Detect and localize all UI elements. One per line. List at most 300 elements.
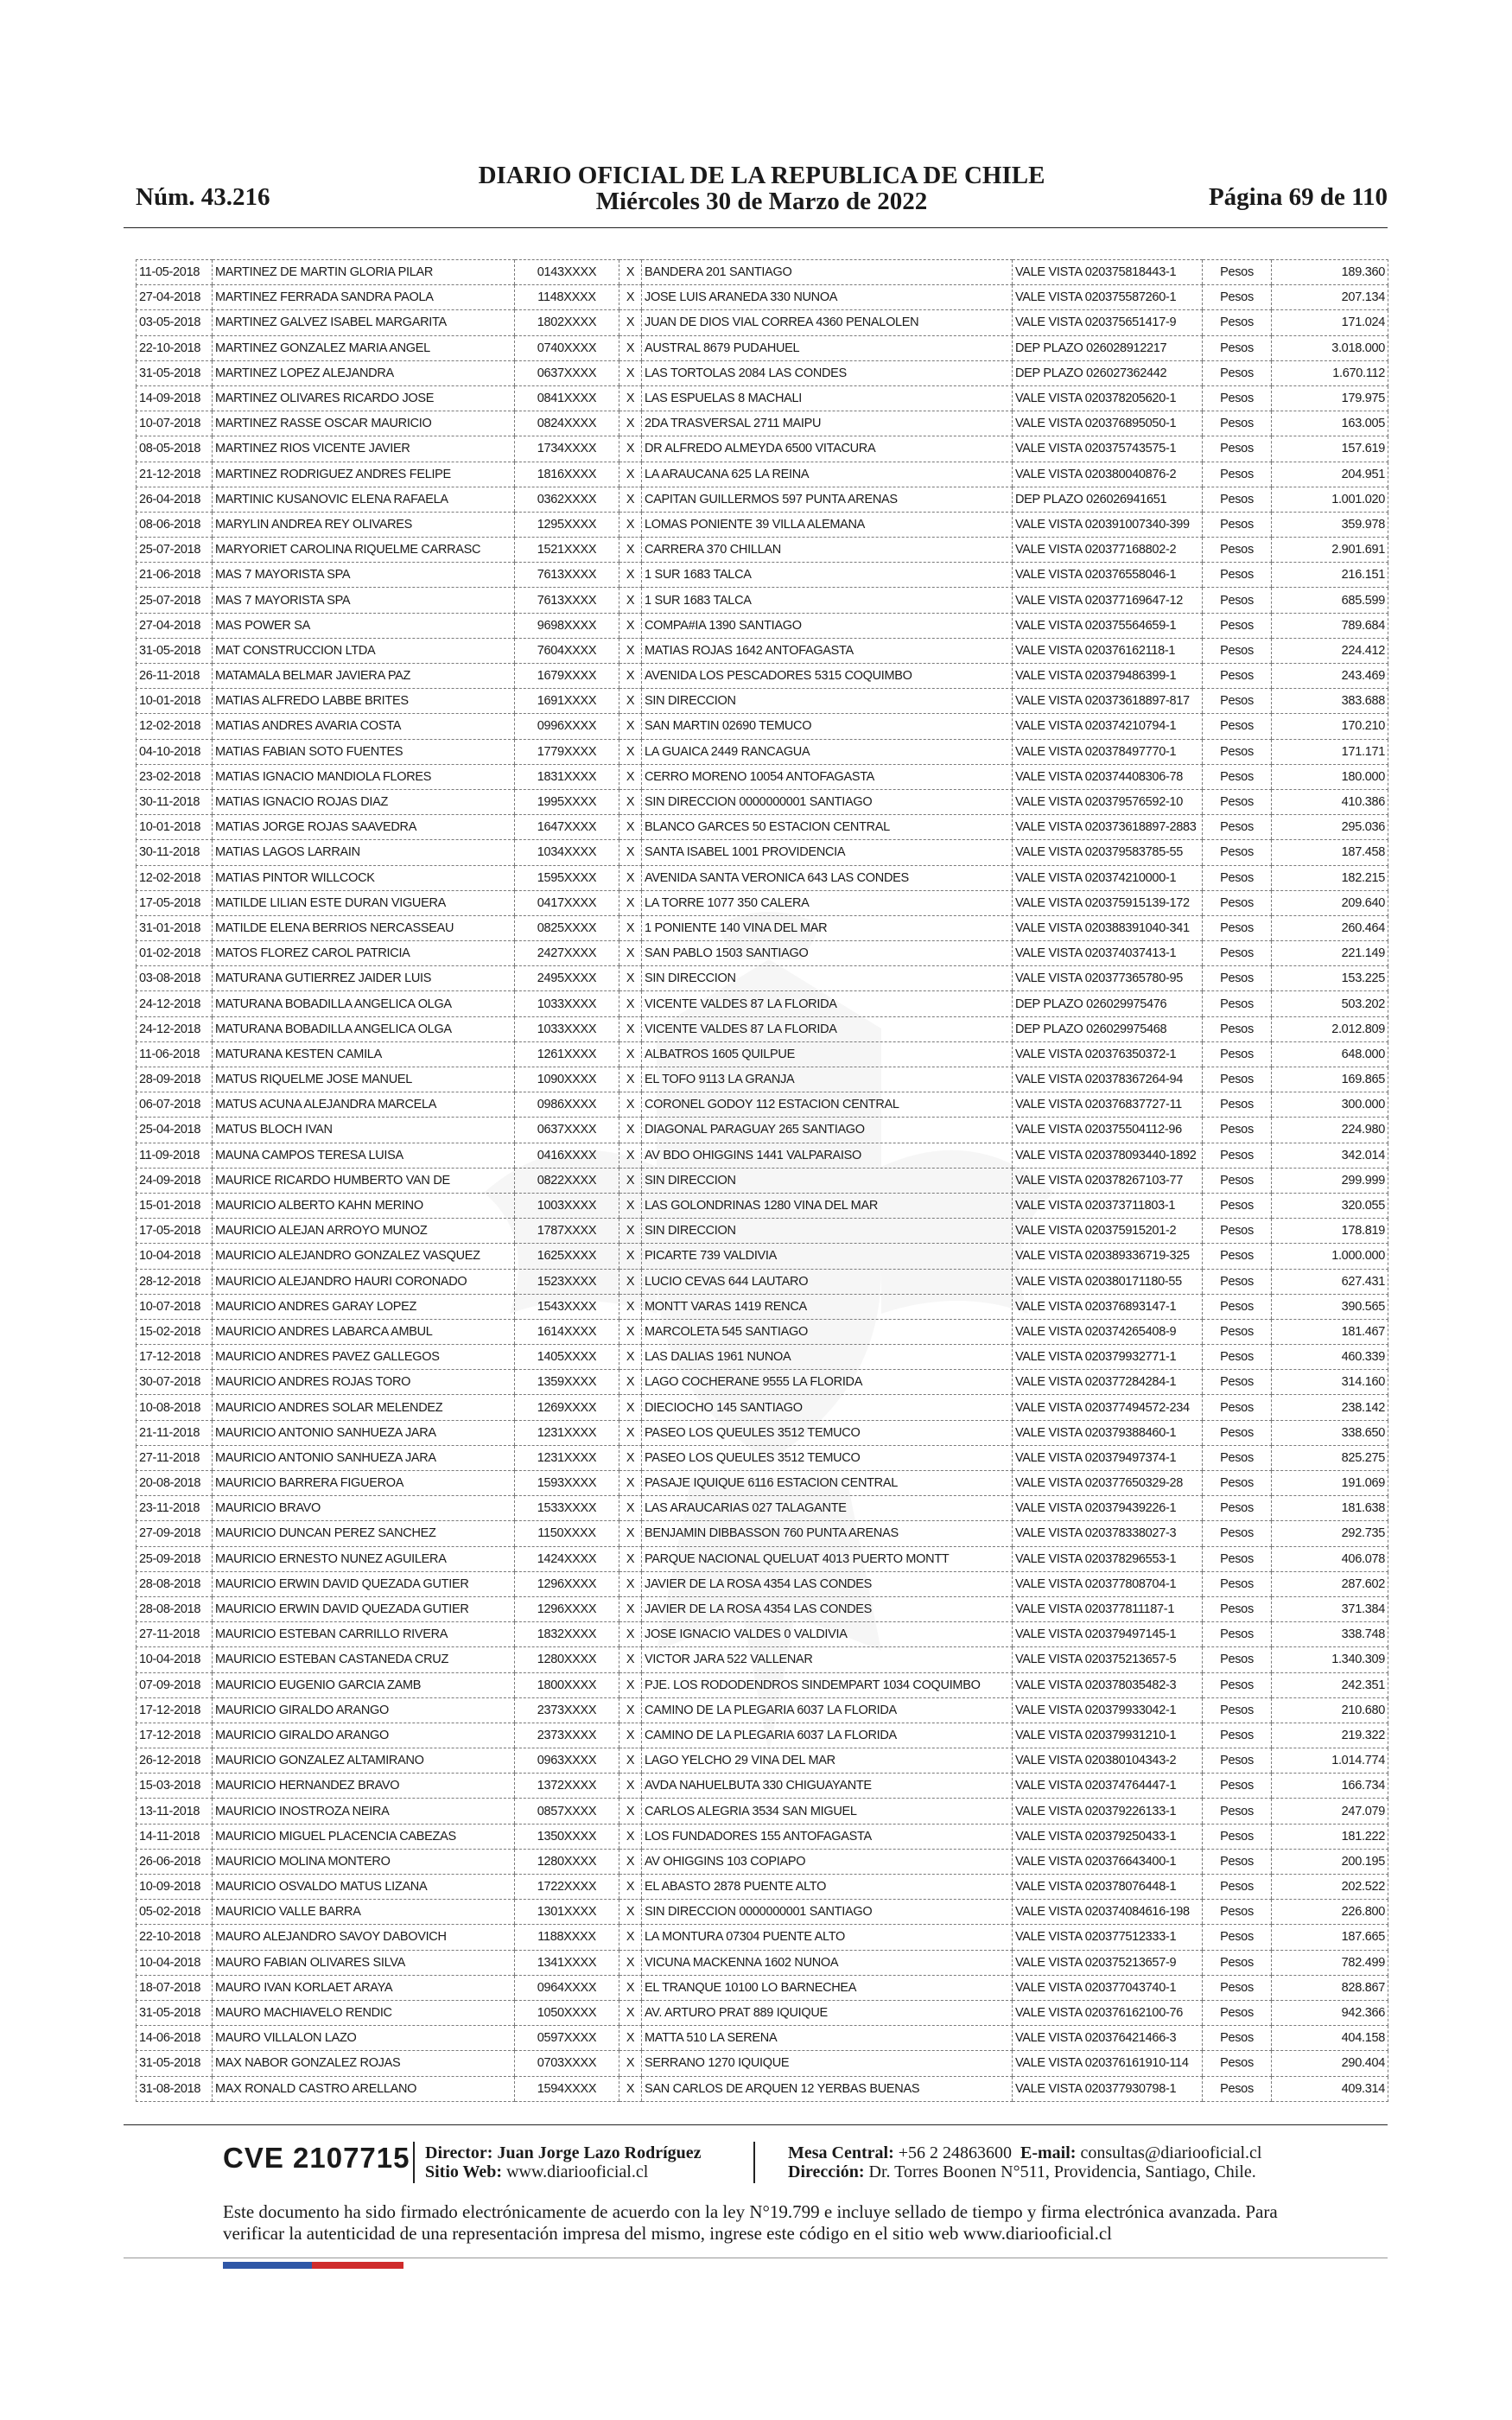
row-date: 10-04-2018 <box>137 1950 213 1975</box>
table-row <box>137 411 1388 436</box>
row-rut: 1779XXXX <box>515 739 619 764</box>
row-address: DR ALFREDO ALMEYDA 6500 VITACURA <box>642 436 1013 462</box>
row-address: DIAGONAL PARAGUAY 265 SANTIAGO <box>642 1118 1013 1143</box>
row-address: COMPA#IA 1390 SANTIAGO <box>642 613 1013 638</box>
row-currency: Pesos <box>1203 764 1272 789</box>
row-rut: 1280XXXX <box>515 1849 619 1874</box>
row-amount: 219.322 <box>1272 1723 1388 1748</box>
row-date: 23-02-2018 <box>137 764 213 789</box>
row-document: VALE VISTA 020379388460-1 <box>1013 1420 1203 1445</box>
row-date: 18-07-2018 <box>137 1975 213 2000</box>
row-document: VALE VISTA 020377808704-1 <box>1013 1571 1203 1596</box>
row-date: 03-05-2018 <box>137 310 213 335</box>
row-document: VALE VISTA 020375504112-96 <box>1013 1118 1203 1143</box>
row-name: MAURO FABIAN OLIVARES SILVA <box>213 1950 515 1975</box>
row-date: 28-08-2018 <box>137 1596 213 1621</box>
row-date: 25-09-2018 <box>137 1546 213 1571</box>
row-document: VALE VISTA 020377284284-1 <box>1013 1370 1203 1395</box>
row-document: VALE VISTA 020376162100-76 <box>1013 2000 1203 2025</box>
row-rut: 7604XXXX <box>515 638 619 663</box>
row-name: MATIAS JORGE ROJAS SAAVEDRA <box>213 815 515 840</box>
row-name: MAURICIO GIRALDO ARANGO <box>213 1697 515 1723</box>
row-mark: X <box>619 815 642 840</box>
table-row <box>137 1723 1388 1748</box>
row-date: 05-02-2018 <box>137 1900 213 1925</box>
row-address: PICARTE 739 VALDIVIA <box>642 1244 1013 1269</box>
row-document: VALE VISTA 020377650329-28 <box>1013 1471 1203 1496</box>
row-currency: Pesos <box>1203 991 1272 1016</box>
row-date: 21-12-2018 <box>137 462 213 487</box>
row-date: 27-11-2018 <box>137 1622 213 1647</box>
row-amount: 2.012.809 <box>1272 1016 1388 1041</box>
row-rut: 0825XXXX <box>515 915 619 940</box>
row-mark: X <box>619 1496 642 1521</box>
row-mark: X <box>619 941 642 966</box>
row-amount: 404.158 <box>1272 2026 1388 2051</box>
row-rut: 1350XXXX <box>515 1824 619 1849</box>
row-document: VALE VISTA 020378296553-1 <box>1013 1546 1203 1571</box>
row-mark: X <box>619 260 642 285</box>
row-date: 10-08-2018 <box>137 1395 213 1420</box>
row-mark: X <box>619 1925 642 1950</box>
row-name: MAX RONALD CASTRO ARELLANO <box>213 2076 515 2101</box>
row-amount: 1.340.309 <box>1272 1647 1388 1672</box>
table-row <box>137 385 1388 411</box>
row-currency: Pesos <box>1203 1370 1272 1395</box>
row-amount: 314.160 <box>1272 1370 1388 1395</box>
row-currency: Pesos <box>1203 1269 1272 1294</box>
row-rut: 2427XXXX <box>515 941 619 966</box>
row-currency: Pesos <box>1203 1420 1272 1445</box>
row-rut: 0841XXXX <box>515 385 619 411</box>
row-address: 1 SUR 1683 TALCA <box>642 588 1013 613</box>
row-name: MAURICIO ALBERTO KAHN MERINO <box>213 1193 515 1218</box>
row-date: 31-01-2018 <box>137 915 213 940</box>
row-document: VALE VISTA 020375564659-1 <box>1013 613 1203 638</box>
row-name: MATIAS IGNACIO MANDIOLA FLORES <box>213 764 515 789</box>
row-currency: Pesos <box>1203 588 1272 613</box>
director-label: Director: <box>425 2143 493 2162</box>
row-document: VALE VISTA 020374210794-1 <box>1013 714 1203 739</box>
row-amount: 292.735 <box>1272 1521 1388 1546</box>
row-date: 28-12-2018 <box>137 1269 213 1294</box>
row-currency: Pesos <box>1203 1471 1272 1496</box>
row-date: 08-06-2018 <box>137 512 213 537</box>
row-document: DEP PLAZO 026026941651 <box>1013 487 1203 512</box>
contact-block <box>788 2143 1261 2181</box>
row-currency: Pesos <box>1203 1748 1272 1774</box>
row-address: CORONEL GODOY 112 ESTACION CENTRAL <box>642 1092 1013 1118</box>
row-name: MATILDE LILIAN ESTE DURAN VIGUERA <box>213 890 515 915</box>
row-rut: 1188XXXX <box>515 1925 619 1950</box>
row-mark: X <box>619 613 642 638</box>
row-name: MATIAS FABIAN SOTO FUENTES <box>213 739 515 764</box>
row-name: MAURICIO DUNCAN PEREZ SANCHEZ <box>213 1521 515 1546</box>
phone-number: +56 2 24863600 <box>898 2143 1013 2162</box>
row-mark: X <box>619 1799 642 1824</box>
row-mark: X <box>619 915 642 940</box>
row-document: VALE VISTA 020377169647-12 <box>1013 588 1203 613</box>
row-amount: 221.149 <box>1272 941 1388 966</box>
row-mark: X <box>619 1546 642 1571</box>
row-document: VALE VISTA 020380104343-2 <box>1013 1748 1203 1774</box>
row-currency: Pesos <box>1203 1799 1272 1824</box>
row-rut: 0637XXXX <box>515 1118 619 1143</box>
row-date: 14-09-2018 <box>137 385 213 411</box>
table-row <box>137 436 1388 462</box>
table-row <box>137 2051 1388 2076</box>
row-currency: Pesos <box>1203 1294 1272 1319</box>
table-row <box>137 487 1388 512</box>
row-address: LAGO COCHERANE 9555 LA FLORIDA <box>642 1370 1013 1395</box>
row-document: VALE VISTA 020374764447-1 <box>1013 1774 1203 1799</box>
table-row <box>137 538 1388 563</box>
row-currency: Pesos <box>1203 1041 1272 1067</box>
row-document: VALE VISTA 020379497374-1 <box>1013 1445 1203 1470</box>
row-name: MARTINEZ LOPEZ ALEJANDRA <box>213 360 515 385</box>
row-rut: 0740XXXX <box>515 335 619 360</box>
row-date: 28-09-2018 <box>137 1067 213 1092</box>
row-document: VALE VISTA 020377168802-2 <box>1013 538 1203 563</box>
row-amount: 243.469 <box>1272 664 1388 689</box>
table-row <box>137 1269 1388 1294</box>
row-amount: 189.360 <box>1272 260 1388 285</box>
row-address: SERRANO 1270 IQUIQUE <box>642 2051 1013 2076</box>
row-date: 25-04-2018 <box>137 1118 213 1143</box>
row-document: VALE VISTA 020375818443-1 <box>1013 260 1203 285</box>
row-address: SIN DIRECCION <box>642 1168 1013 1193</box>
footer-divider <box>124 2124 1388 2125</box>
row-address: EL TOFO 9113 LA GRANJA <box>642 1067 1013 1092</box>
row-address: JAVIER DE LA ROSA 4354 LAS CONDES <box>642 1571 1013 1596</box>
row-mark: X <box>619 411 642 436</box>
row-amount: 406.078 <box>1272 1546 1388 1571</box>
table-row <box>137 689 1388 714</box>
footer-separator <box>753 2142 755 2183</box>
row-amount: 202.522 <box>1272 1875 1388 1900</box>
row-rut: 1424XXXX <box>515 1546 619 1571</box>
row-document: VALE VISTA 020379583785-55 <box>1013 840 1203 865</box>
table-row <box>137 335 1388 360</box>
row-date: 11-09-2018 <box>137 1143 213 1168</box>
row-name: MARTINIC KUSANOVIC ELENA RAFAELA <box>213 487 515 512</box>
row-date: 14-06-2018 <box>137 2026 213 2051</box>
row-mark: X <box>619 1143 642 1168</box>
row-currency: Pesos <box>1203 1496 1272 1521</box>
row-document: VALE VISTA 020379250433-1 <box>1013 1824 1203 1849</box>
row-mark: X <box>619 1521 642 1546</box>
table-row <box>137 1471 1388 1496</box>
row-name: MAUNA CAMPOS TERESA LUISA <box>213 1143 515 1168</box>
row-document: DEP PLAZO 026029975476 <box>1013 991 1203 1016</box>
email-label: E-mail: <box>1020 2143 1077 2162</box>
row-document: DEP PLAZO 026028912217 <box>1013 335 1203 360</box>
row-address: PASAJE IQUIQUE 6116 ESTACION CENTRAL <box>642 1471 1013 1496</box>
row-rut: 1280XXXX <box>515 1647 619 1672</box>
table-row <box>137 462 1388 487</box>
row-name: MATIAS PINTOR WILLCOCK <box>213 865 515 890</box>
row-date: 31-05-2018 <box>137 2051 213 2076</box>
row-rut: 1033XXXX <box>515 991 619 1016</box>
row-name: MAURICIO ERWIN DAVID QUEZADA GUTIER <box>213 1571 515 1596</box>
row-name: MATURANA BOBADILLA ANGELICA OLGA <box>213 991 515 1016</box>
table-row <box>137 360 1388 385</box>
row-date: 04-10-2018 <box>137 739 213 764</box>
row-currency: Pesos <box>1203 714 1272 739</box>
row-name: MAURICIO ALEJANDRO HAURI CORONADO <box>213 1269 515 1294</box>
row-currency: Pesos <box>1203 1244 1272 1269</box>
row-rut: 9698XXXX <box>515 613 619 638</box>
row-date: 24-09-2018 <box>137 1168 213 1193</box>
row-amount: 359.978 <box>1272 512 1388 537</box>
row-mark: X <box>619 1647 642 1672</box>
row-amount: 627.431 <box>1272 1269 1388 1294</box>
row-currency: Pesos <box>1203 1345 1272 1370</box>
row-currency: Pesos <box>1203 689 1272 714</box>
row-date: 23-11-2018 <box>137 1496 213 1521</box>
row-rut: 0822XXXX <box>515 1168 619 1193</box>
row-date: 26-11-2018 <box>137 664 213 689</box>
row-rut: 1832XXXX <box>515 1622 619 1647</box>
row-amount: 383.688 <box>1272 689 1388 714</box>
row-currency: Pesos <box>1203 1168 1272 1193</box>
row-rut: 0857XXXX <box>515 1799 619 1824</box>
row-amount: 1.000.000 <box>1272 1244 1388 1269</box>
footer-separator <box>413 2142 415 2183</box>
row-date: 22-10-2018 <box>137 335 213 360</box>
header-divider <box>124 227 1388 228</box>
row-rut: 1722XXXX <box>515 1875 619 1900</box>
row-mark: X <box>619 1168 642 1193</box>
row-mark: X <box>619 1219 642 1244</box>
row-document: VALE VISTA 020379931210-1 <box>1013 1723 1203 1748</box>
row-mark: X <box>619 487 642 512</box>
row-name: MAS POWER SA <box>213 613 515 638</box>
row-date: 10-01-2018 <box>137 815 213 840</box>
table-row <box>137 941 1388 966</box>
table-row <box>137 310 1388 335</box>
row-currency: Pesos <box>1203 1925 1272 1950</box>
row-address: PASEO LOS QUEULES 3512 TEMUCO <box>642 1445 1013 1470</box>
row-date: 30-11-2018 <box>137 789 213 814</box>
address-label: Dirección: <box>788 2162 865 2181</box>
row-name: MAURICIO ANDRES GARAY LOPEZ <box>213 1294 515 1319</box>
row-amount: 390.565 <box>1272 1294 1388 1319</box>
row-currency: Pesos <box>1203 436 1272 462</box>
row-mark: X <box>619 714 642 739</box>
director-block <box>425 2143 702 2181</box>
row-amount: 157.619 <box>1272 436 1388 462</box>
row-mark: X <box>619 1900 642 1925</box>
row-mark: X <box>619 840 642 865</box>
row-name: MATURANA BOBADILLA ANGELICA OLGA <box>213 1016 515 1041</box>
row-mark: X <box>619 1294 642 1319</box>
table-row <box>137 789 1388 814</box>
row-document: VALE VISTA 020378093440-1892 <box>1013 1143 1203 1168</box>
row-currency: Pesos <box>1203 638 1272 663</box>
row-currency: Pesos <box>1203 1900 1272 1925</box>
row-address: JAVIER DE LA ROSA 4354 LAS CONDES <box>642 1596 1013 1621</box>
publication-title: DIARIO OFICIAL DE LA REPUBLICA DE CHILE <box>478 162 1045 189</box>
row-rut: 1595XXXX <box>515 865 619 890</box>
row-name: MARTINEZ OLIVARES RICARDO JOSE <box>213 385 515 411</box>
issue-number: Núm. 43.216 <box>136 183 270 211</box>
table-row <box>137 764 1388 789</box>
row-mark: X <box>619 1445 642 1470</box>
row-document: VALE VISTA 020378338027-3 <box>1013 1521 1203 1546</box>
row-document: VALE VISTA 020374037413-1 <box>1013 941 1203 966</box>
row-document: VALE VISTA 020375743575-1 <box>1013 436 1203 462</box>
website-link[interactable]: www.diariooficial.cl <box>506 2162 649 2181</box>
row-mark: X <box>619 1092 642 1118</box>
row-mark: X <box>619 2026 642 2051</box>
row-rut: 1033XXXX <box>515 1016 619 1041</box>
row-name: MAURICIO ANTONIO SANHUEZA JARA <box>213 1420 515 1445</box>
row-address: VICENTE VALDES 87 LA FLORIDA <box>642 991 1013 1016</box>
row-mark: X <box>619 1118 642 1143</box>
row-address: LA GUAICA 2449 RANCAGUA <box>642 739 1013 764</box>
masthead <box>136 162 1388 214</box>
row-amount: 171.171 <box>1272 739 1388 764</box>
row-name: MAURICIO ANDRES PAVEZ GALLEGOS <box>213 1345 515 1370</box>
row-rut: 1679XXXX <box>515 664 619 689</box>
row-address: CAMINO DE LA PLEGARIA 6037 LA FLORIDA <box>642 1723 1013 1748</box>
row-date: 24-12-2018 <box>137 991 213 1016</box>
row-amount: 182.215 <box>1272 865 1388 890</box>
row-document: VALE VISTA 020378497770-1 <box>1013 739 1203 764</box>
table-row <box>137 588 1388 613</box>
row-mark: X <box>619 638 642 663</box>
row-name: MARTINEZ RASSE OSCAR MAURICIO <box>213 411 515 436</box>
row-date: 31-05-2018 <box>137 360 213 385</box>
row-currency: Pesos <box>1203 2051 1272 2076</box>
row-mark: X <box>619 1471 642 1496</box>
row-currency: Pesos <box>1203 1647 1272 1672</box>
row-date: 24-12-2018 <box>137 1016 213 1041</box>
row-name: MAURICIO ALEJANDRO GONZALEZ VASQUEZ <box>213 1244 515 1269</box>
table-row <box>137 1168 1388 1193</box>
address-text: Dr. Torres Boonen N°511, Providencia, Santiago, Chile. <box>868 2162 1256 2181</box>
row-address: LAS ESPUELAS 8 MACHALI <box>642 385 1013 411</box>
table-row <box>137 1521 1388 1546</box>
row-name: MAURICE RICARDO HUMBERTO VAN DE <box>213 1168 515 1193</box>
row-amount: 685.599 <box>1272 588 1388 613</box>
row-amount: 342.014 <box>1272 1143 1388 1168</box>
row-address: CARLOS ALEGRIA 3534 SAN MIGUEL <box>642 1799 1013 1824</box>
row-address: MARCOLETA 545 SANTIAGO <box>642 1319 1013 1344</box>
row-document: VALE VISTA 020378205620-1 <box>1013 385 1203 411</box>
row-address: VICTOR JARA 522 VALLENAR <box>642 1647 1013 1672</box>
table-row <box>137 890 1388 915</box>
row-document: VALE VISTA 020376350372-1 <box>1013 1041 1203 1067</box>
row-rut: 2373XXXX <box>515 1723 619 1748</box>
row-name: MAURICIO MIGUEL PLACENCIA CABEZAS <box>213 1824 515 1849</box>
row-amount: 200.195 <box>1272 1849 1388 1874</box>
row-mark: X <box>619 1269 642 1294</box>
row-currency: Pesos <box>1203 739 1272 764</box>
row-name: MAURICIO ERNESTO NUNEZ AGUILERA <box>213 1546 515 1571</box>
row-date: 21-06-2018 <box>137 563 213 588</box>
row-rut: 1995XXXX <box>515 789 619 814</box>
row-rut: 1405XXXX <box>515 1345 619 1370</box>
row-amount: 170.210 <box>1272 714 1388 739</box>
row-address: BENJAMIN DIBBASSON 760 PUNTA ARENAS <box>642 1521 1013 1546</box>
row-mark: X <box>619 563 642 588</box>
row-address: CARRERA 370 CHILLAN <box>642 538 1013 563</box>
row-amount: 338.748 <box>1272 1622 1388 1647</box>
row-rut: 0703XXXX <box>515 2051 619 2076</box>
row-name: MAURICIO ERWIN DAVID QUEZADA GUTIER <box>213 1596 515 1621</box>
email-link[interactable]: consultas@diariooficial.cl <box>1080 2143 1262 2162</box>
table-row <box>137 638 1388 663</box>
row-document: VALE VISTA 020379497145-1 <box>1013 1622 1203 1647</box>
row-rut: 0417XXXX <box>515 890 619 915</box>
row-address: 2DA TRASVERSAL 2711 MAIPU <box>642 411 1013 436</box>
row-currency: Pesos <box>1203 815 1272 840</box>
row-currency: Pesos <box>1203 1672 1272 1697</box>
table-row <box>137 1345 1388 1370</box>
row-name: MATURANA GUTIERREZ JAIDER LUIS <box>213 966 515 991</box>
row-date: 08-05-2018 <box>137 436 213 462</box>
row-rut: 2373XXXX <box>515 1697 619 1723</box>
row-date: 10-04-2018 <box>137 1647 213 1672</box>
row-document: VALE VISTA 020377930798-1 <box>1013 2076 1203 2101</box>
row-date: 17-05-2018 <box>137 890 213 915</box>
row-mark: X <box>619 538 642 563</box>
row-address: LA TORRE 1077 350 CALERA <box>642 890 1013 915</box>
table-row <box>137 1748 1388 1774</box>
row-date: 22-10-2018 <box>137 1925 213 1950</box>
row-amount: 187.665 <box>1272 1925 1388 1950</box>
row-document: VALE VISTA 020379576592-10 <box>1013 789 1203 814</box>
row-currency: Pesos <box>1203 966 1272 991</box>
row-currency: Pesos <box>1203 1571 1272 1596</box>
row-date: 26-04-2018 <box>137 487 213 512</box>
row-mark: X <box>619 991 642 1016</box>
row-amount: 171.024 <box>1272 310 1388 335</box>
row-date: 15-02-2018 <box>137 1319 213 1344</box>
row-currency: Pesos <box>1203 411 1272 436</box>
row-amount: 1.670.112 <box>1272 360 1388 385</box>
row-name: MARTINEZ FERRADA SANDRA PAOLA <box>213 285 515 310</box>
row-mark: X <box>619 285 642 310</box>
row-address: BANDERA 201 SANTIAGO <box>642 260 1013 285</box>
table-row <box>137 1875 1388 1900</box>
table-row <box>137 1395 1388 1420</box>
row-rut: 1593XXXX <box>515 1471 619 1496</box>
row-date: 14-11-2018 <box>137 1824 213 1849</box>
row-date: 06-07-2018 <box>137 1092 213 1118</box>
row-currency: Pesos <box>1203 664 1272 689</box>
row-amount: 299.999 <box>1272 1168 1388 1193</box>
table-row <box>137 613 1388 638</box>
row-document: VALE VISTA 020376895050-1 <box>1013 411 1203 436</box>
row-name: MAURICIO VALLE BARRA <box>213 1900 515 1925</box>
row-currency: Pesos <box>1203 1521 1272 1546</box>
row-mark: X <box>619 1193 642 1218</box>
row-amount: 260.464 <box>1272 915 1388 940</box>
row-address: CERRO MORENO 10054 ANTOFAGASTA <box>642 764 1013 789</box>
row-currency: Pesos <box>1203 1875 1272 1900</box>
row-mark: X <box>619 1319 642 1344</box>
row-date: 25-07-2018 <box>137 538 213 563</box>
row-name: MAURICIO ALEJAN ARROYO MUNOZ <box>213 1219 515 1244</box>
row-date: 30-11-2018 <box>137 840 213 865</box>
row-rut: 1372XXXX <box>515 1774 619 1799</box>
row-amount: 238.142 <box>1272 1395 1388 1420</box>
row-mark: X <box>619 1723 642 1748</box>
row-document: VALE VISTA 020373618897-817 <box>1013 689 1203 714</box>
